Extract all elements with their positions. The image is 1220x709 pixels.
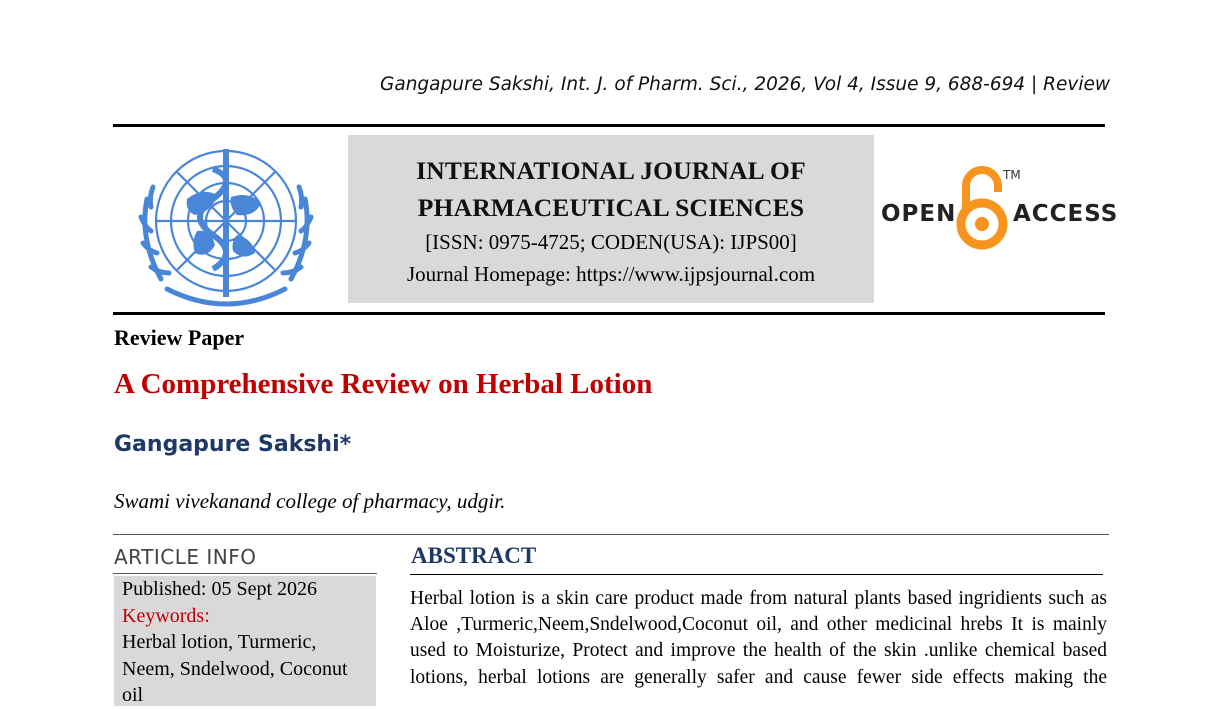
paper-type: Review Paper (114, 325, 245, 350)
trademark-mark: TM (1003, 168, 1021, 182)
who-emblem-icon (127, 139, 325, 307)
paper-title: A Comprehensive Review on Herbal Lotion (114, 368, 653, 400)
journal-issn: [ISSN: 0975-4725; CODEN(USA): IJPS00] (425, 230, 797, 254)
section-divider (113, 534, 1109, 535)
open-lock-icon (956, 164, 1008, 252)
header-rule-top (113, 124, 1105, 127)
journal-title-line-1: INTERNATIONAL JOURNAL OF (416, 156, 806, 185)
article-info-box (114, 576, 376, 706)
abstract-rule (410, 574, 1103, 575)
journal-homepage: Journal Homepage: https://www.ijpsjournal.com (406, 262, 816, 286)
published-date: Published: 05 Sept 2026 (122, 578, 318, 600)
abstract-heading: ABSTRACT (411, 543, 537, 568)
open-access-right-text: ACCESS (1013, 201, 1119, 227)
author-affiliation: Swami vivekanand college of pharmacy, udgir. (114, 489, 506, 513)
citation-header: Gangapure Sakshi, Int. J. of Pharm. Sci., 2026, Vol 4, Issue 9, 688-694 | Review (380, 74, 1110, 95)
article-info-rule (113, 573, 377, 574)
journal-title-line-2: PHARMACEUTICAL SCIENCES (417, 193, 805, 222)
article-info-heading: ARTICLE INFO (114, 545, 257, 569)
abstract-body: Herbal lotion is a skin care product made from natural plants based ingridients such as Aloe ,Turmeric,Neem,Sndelwood,Coconut oil, and other medicinal hrebs It is mainly used to Moisturize, Protect and improve the health of the skin .unlike chemical based lotions, herbal lotions are generally safer and cause fewer side effects making the (410, 588, 1107, 688)
keywords-label: Keywords: (122, 604, 210, 627)
open-access-logo (880, 164, 1119, 252)
author-name: Gangapure Sakshi* (114, 432, 352, 457)
header-rule-bottom (113, 312, 1105, 315)
journal-info-box (348, 135, 874, 303)
open-access-left-text: OPEN (881, 201, 957, 227)
journal-title (348, 152, 874, 226)
keywords-list: Herbal lotion, Turmeric, Neem, Sndelwood, Coconut oil (122, 631, 348, 706)
